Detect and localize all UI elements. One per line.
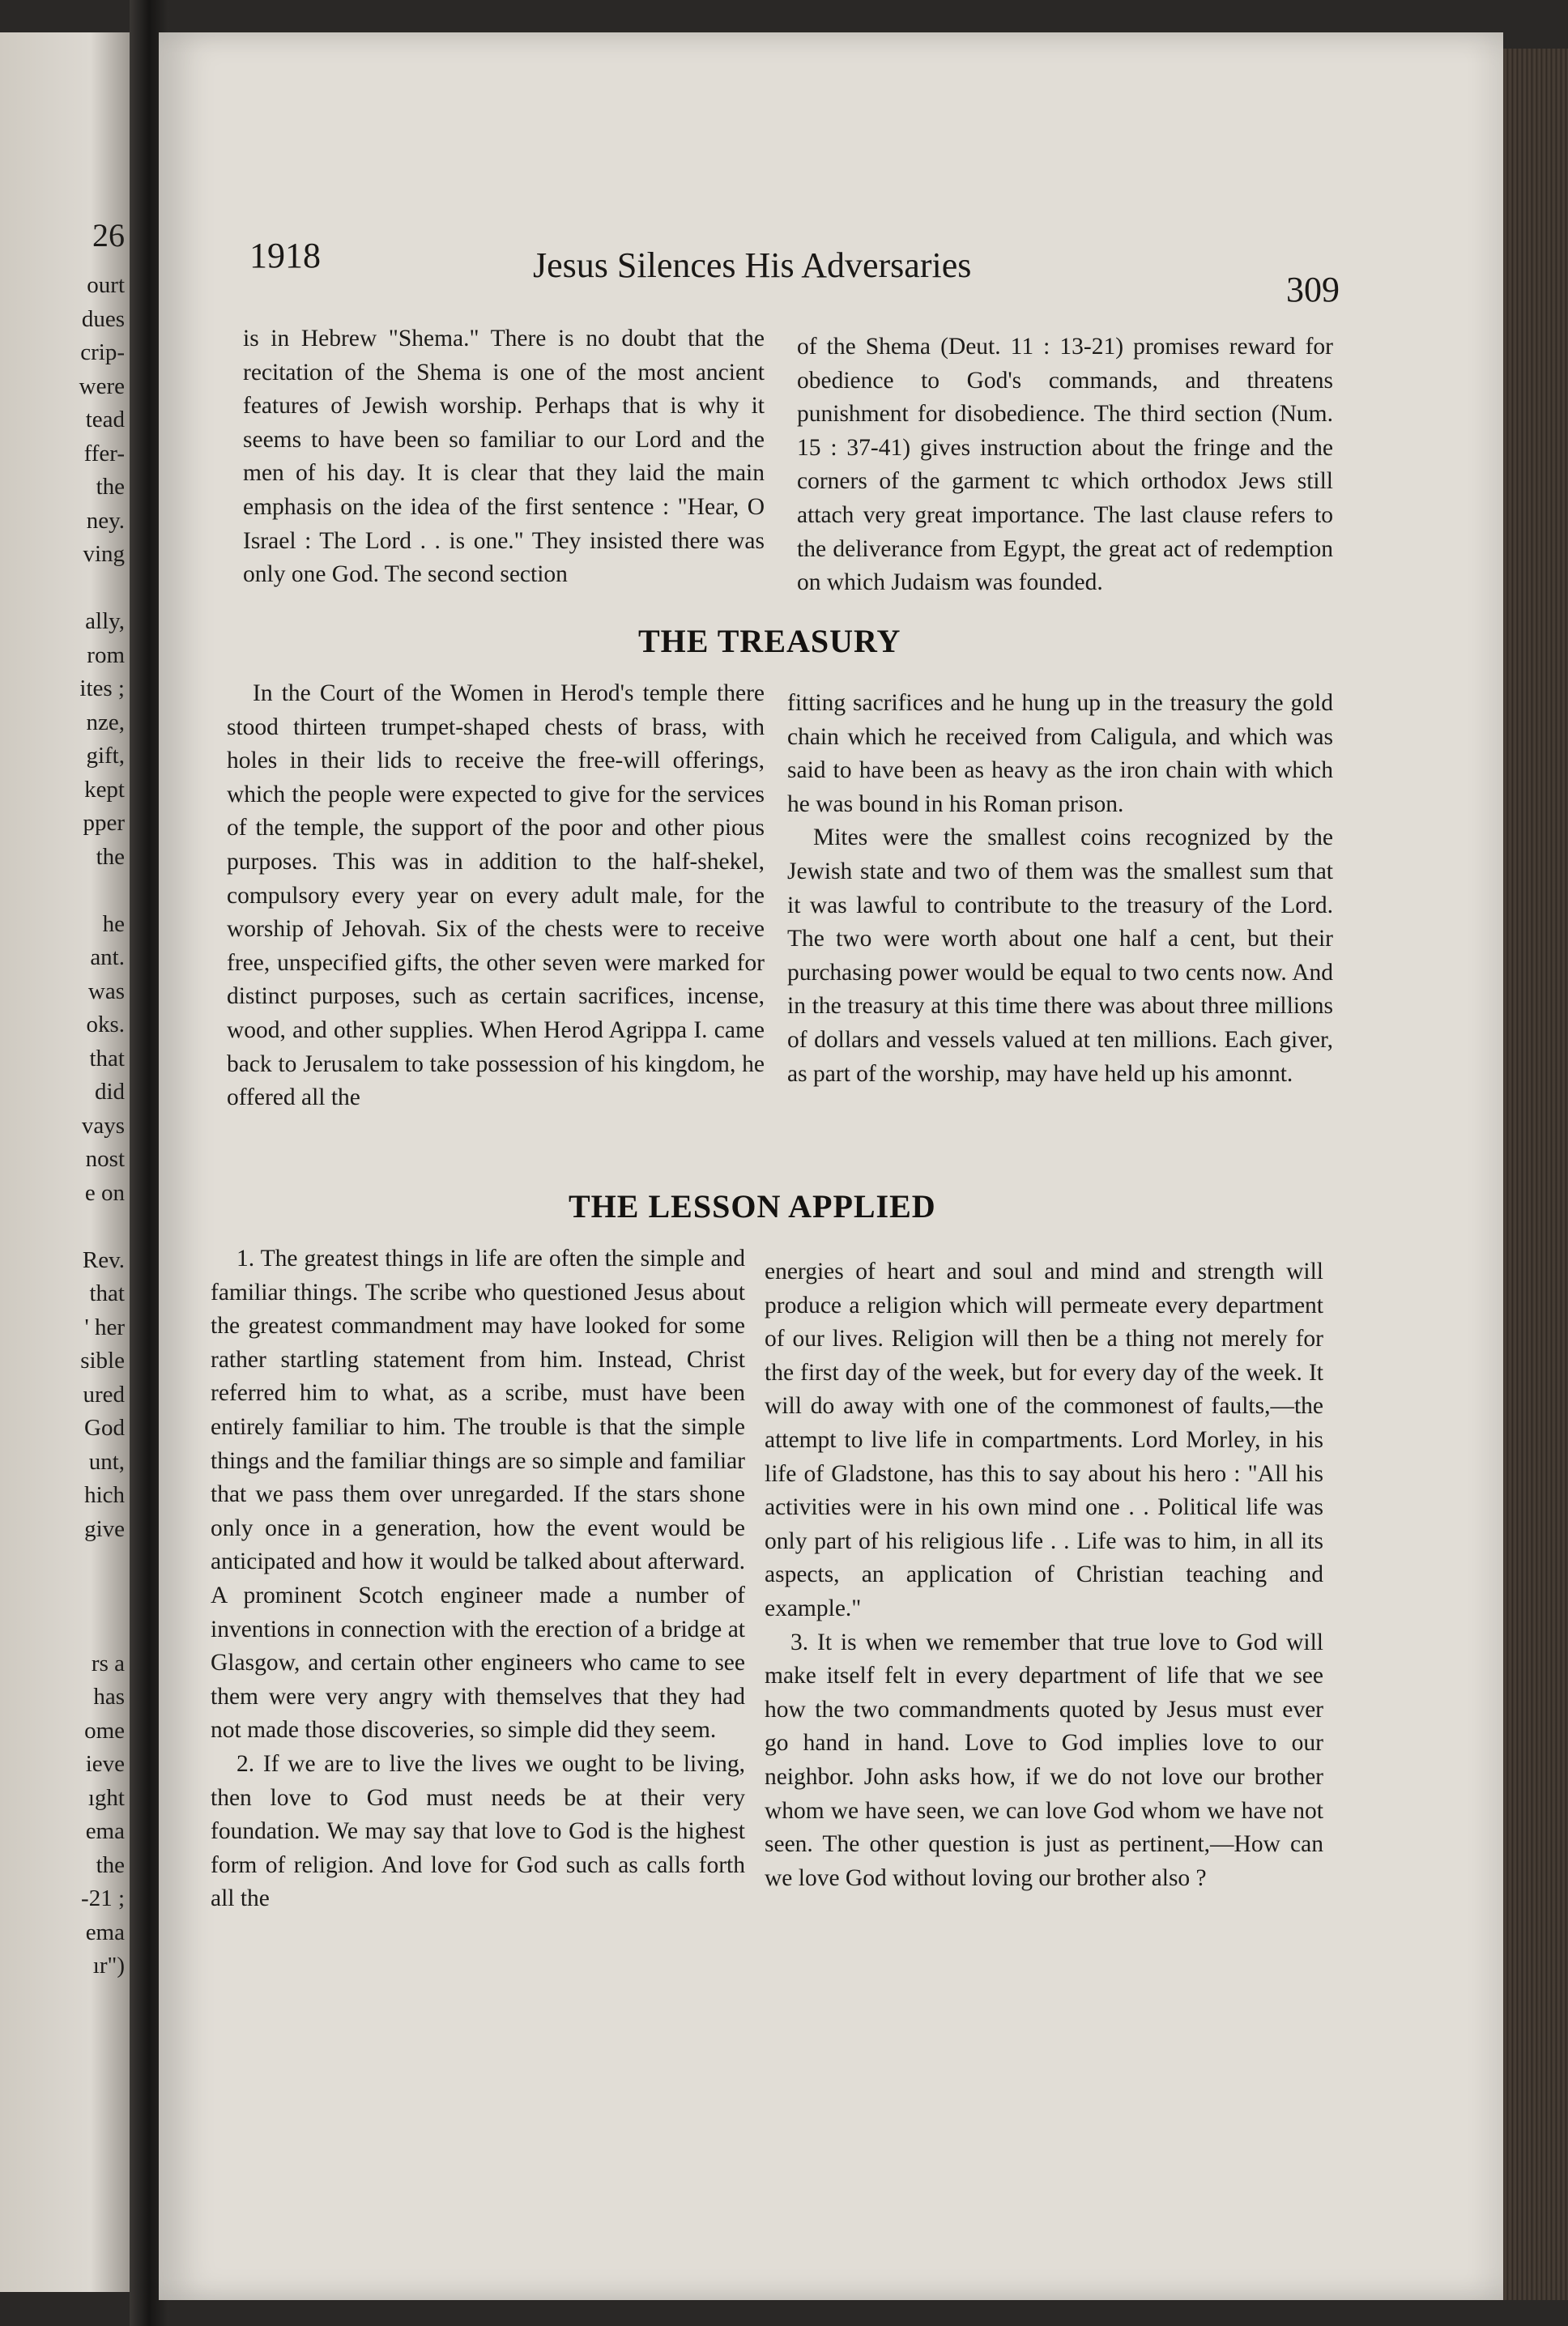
header-year: 1918 bbox=[249, 236, 321, 275]
left-page-fragment: was bbox=[87, 978, 125, 1004]
left-page-fragment: gift, bbox=[86, 743, 125, 769]
intro-left-column bbox=[243, 322, 765, 592]
left-page-fragment: ome bbox=[84, 1717, 125, 1744]
left-page-fragment: e on bbox=[84, 1179, 125, 1206]
left-page-fragment: that bbox=[89, 1045, 125, 1071]
intro-right-column bbox=[797, 330, 1333, 600]
book-page bbox=[159, 32, 1503, 2300]
left-page-fragment: hich bbox=[84, 1482, 125, 1508]
treasury-heading: THE TREASURY bbox=[638, 623, 901, 659]
left-page-fragment: did bbox=[94, 1079, 125, 1105]
lesson-left-column bbox=[211, 1242, 745, 1916]
page-number: 309 bbox=[1286, 270, 1340, 309]
lesson-right-paragraph-2: 3. It is when we remember that true love to God will make itself felt in every department of life that we see how the two commandments quoted by Jesus must ever go hand in hand. Love to God implies love to our neighbor. John asks how, if we do not love our brother whom we have seen, we can love God whom we have not seen. The other question is just as pertinent,—How can we love God without loving our brother also ? bbox=[765, 1629, 1323, 1891]
left-page-fragment: rs a bbox=[91, 1650, 125, 1676]
left-page-fragment: 26 bbox=[92, 217, 125, 253]
left-page-margin bbox=[0, 32, 130, 2292]
left-page-fragment: the bbox=[96, 843, 125, 870]
left-page-fragment: pper bbox=[83, 810, 125, 836]
left-page-fragment: ally, bbox=[85, 608, 125, 634]
page-edge-stack bbox=[1503, 49, 1568, 2300]
lesson-right-paragraph-1: energies of heart and soul and mind and strength will produce a religion which will permeate every department of our lives. Religion will then be a thing not merely for the first day of the week, but for every day of the week. It will do away with one of the commonest of faults,—the attempt to live life in compartments. Lord Morley, in his life of Gladstone, has this to say about his hero : "All his activities were in his own mind one . . Political life was only part of his religious life . . Life was to him, in all its aspects, an application of Christian teaching and example." bbox=[765, 1259, 1323, 1621]
treasury-left-column bbox=[227, 677, 765, 1115]
left-page-fragment: unt, bbox=[88, 1448, 125, 1475]
lesson-heading: THE LESSON APPLIED bbox=[569, 1188, 936, 1225]
left-page-fragment: give bbox=[84, 1515, 125, 1542]
lesson-left-paragraph-1: 1. The greatest things in life are often the simple and familiar things. The scribe who questioned Jesus about the greatest commandment may have looked for some rather startling statement from him. Instead, Christ referred him to what, as a scribe, must have been entirely familiar to him. The trouble is that the simple things and the familiar things are so simple and familiar that we pass them over unregarded. If the stars shone only once in a generation, how the event would be anticipated and how it would be talked about afterward. A prominent Scotch engineer made a number of inventions in connection with the erection of a bridge at Glasgow, and certain other engineers who came to see them were very angry with themselves that they had not made those discoveries, so simple did they seem. bbox=[211, 1246, 745, 1744]
left-page-fragment: ffer- bbox=[83, 440, 125, 466]
lesson-right-column bbox=[765, 1255, 1323, 1895]
treasury-right-paragraph-1: fitting sacrifices and he hung up in the treasury the gold chain which he received from Caligula, and which was said to have been as heavy as the iron chain with which he was bound in his Roman prison. bbox=[787, 690, 1333, 817]
left-page-fragment: that bbox=[89, 1280, 125, 1306]
left-page-fragment: ourt bbox=[87, 272, 125, 298]
left-page-fragment: the bbox=[96, 1851, 125, 1878]
left-page-fragment: God bbox=[84, 1415, 125, 1441]
left-page-fragment: ır") bbox=[92, 1953, 125, 1979]
left-page-fragment: ites ; bbox=[79, 675, 125, 701]
left-page-fragment: ema bbox=[85, 1818, 125, 1844]
left-page-fragment: tead bbox=[85, 407, 125, 432]
intro-right-text: of the Shema (Deut. 11 : 13-21) promises reward for obedience to God's commands, and threatens punishment for disobedience. The third section (Num. 15 : 37-41) gives instruction about the fringe and the corners of the garment tc which orthodox Jews still attach very great importance. The last clause refers to the deliverance from Egypt, the great act of redemption on which Judaism was founded. bbox=[797, 334, 1333, 596]
left-page-fragment: sible bbox=[80, 1348, 125, 1374]
left-page-fragment: rom bbox=[87, 641, 125, 668]
lesson-left-paragraph-2: 2. If we are to live the lives we ought to be living, then love to God must needs be at their very foundation. We may say that love to God is the highest form of religion. And love for God such as calls forth all the bbox=[211, 1750, 745, 1912]
left-page-fragment: he bbox=[102, 910, 125, 937]
treasury-right-column bbox=[787, 687, 1333, 1091]
intro-left-text: is in Hebrew "Shema." There is no doubt that the recitation of the Shema is one of the most ancient features of Jewish worship. Perhaps that is why it seems to have been so familiar to our Lord and the men of his day. It is clear that they laid the main emphasis on the idea of the first sentence : "Hear, O Israel : The Lord . . is one." They insisted there was only one God. The second section bbox=[243, 326, 765, 588]
left-page-fragment: ıght bbox=[87, 1784, 125, 1811]
left-page-fragment: ema bbox=[85, 1919, 125, 1945]
left-page-fragment: ured bbox=[83, 1381, 125, 1408]
left-page-fragment: -21 ; bbox=[81, 1885, 125, 1911]
left-page-fragment: has bbox=[93, 1684, 125, 1710]
left-page-fragment: vays bbox=[81, 1112, 125, 1139]
left-page-fragment: dues bbox=[81, 305, 125, 332]
left-page-fragment: ant. bbox=[90, 944, 125, 970]
left-page-fragment: oks. bbox=[86, 1012, 125, 1037]
left-page-fragment: the bbox=[96, 474, 125, 500]
left-page-fragment: ieve bbox=[85, 1751, 125, 1777]
left-page-fragment: crip- bbox=[80, 339, 125, 365]
left-page-fragment: ving bbox=[83, 541, 125, 567]
left-page-fragment: nost bbox=[85, 1146, 125, 1172]
left-page-fragment: were bbox=[79, 373, 125, 399]
running-title: Jesus Silences His Adversaries bbox=[533, 245, 972, 285]
left-page-fragment: ' her bbox=[84, 1314, 125, 1340]
left-page-fragment: ney. bbox=[86, 507, 125, 534]
treasury-left-text: In the Court of the Women in Herod's temple there stood thirteen trumpet-shaped chests of brass, with holes in their lids to receive the free-will offerings, which the people were expected to give for the services of the temple, the support of the poor and other pious purposes. This was in addition to the half-shekel, compulsory every year on every adult male, for the worship of Jehovah. Six of the chests were to receive free, unspecified gifts, the other seven were marked for distinct purposes, such as certain sacrifices, incense, wood, and other supplies. When Herod Agrippa I. came back to Jerusalem to take possession of his kingdom, he offered all the bbox=[227, 680, 765, 1111]
left-page-fragment: kept bbox=[84, 776, 125, 803]
left-page-fragment: Rev. bbox=[82, 1246, 125, 1273]
left-page-fragment: nze, bbox=[86, 709, 125, 735]
treasury-right-paragraph-2: Mites were the smallest coins recognized by the Jewish state and two of them was the smallest sum that it was lawful to contribute to the treasury of the Lord. The two were worth about one half a cent, but their purchasing power would be equal to two cents now. And in the treasury at this time there was about three millions of dollars and vessels valued at ten millions. Each giver, as part of the worship, may have held up his amonnt. bbox=[787, 824, 1333, 1087]
